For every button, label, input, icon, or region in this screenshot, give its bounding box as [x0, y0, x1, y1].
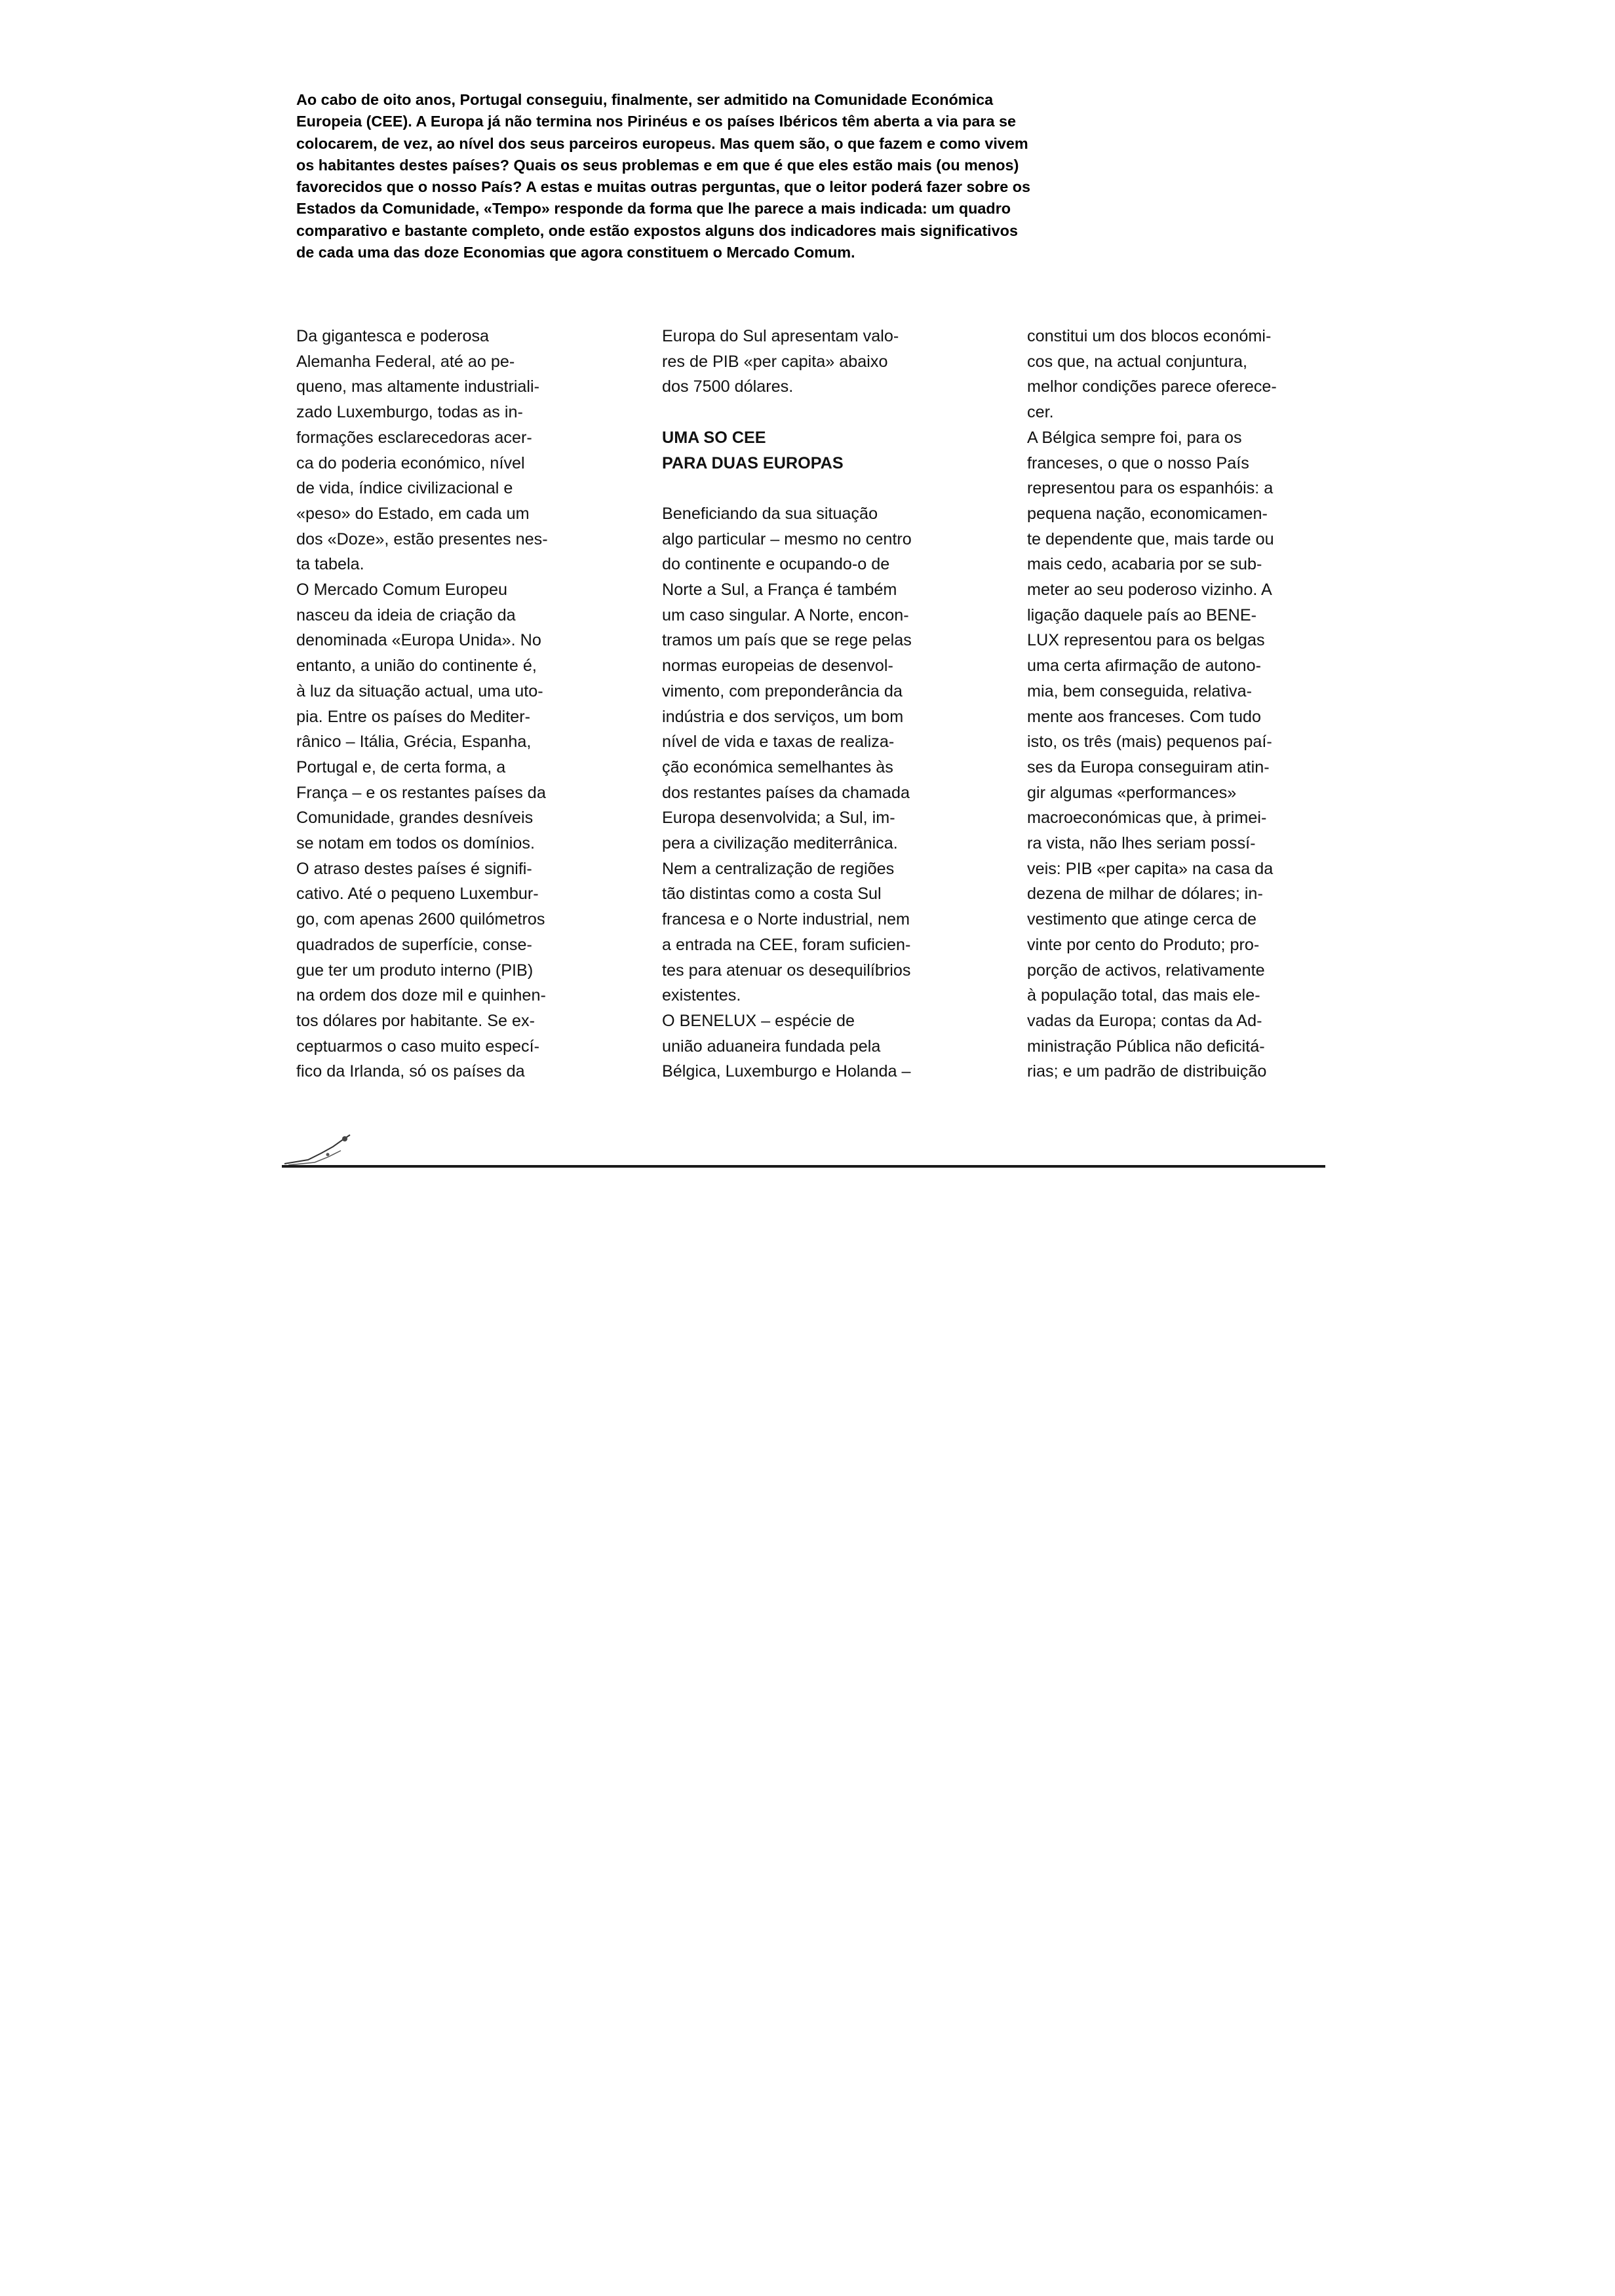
bottom-rule — [282, 1165, 1325, 1168]
text-line: vadas da Europa; contas da Ad- — [1027, 1011, 1262, 1030]
text-line: vestimento que atinge cerca de — [1027, 910, 1257, 929]
text-line: pia. Entre os países do Mediter- — [296, 707, 531, 726]
text-line: do continente e ocupando-o de — [662, 555, 890, 574]
text-line: existentes. — [662, 986, 741, 1005]
lead-line: Estados da Comunidade, «Tempo» responde da forma que lhe parece a mais indicada: um quadro — [296, 200, 1011, 218]
text-line: gir algumas «performances» — [1027, 783, 1237, 802]
text-line: Portugal e, de certa forma, a — [296, 757, 506, 776]
text-line: Bélgica, Luxemburgo e Holanda – — [662, 1062, 911, 1081]
text-line: Europa desenvolvida; a Sul, im- — [662, 809, 895, 828]
text-line: dos 7500 dólares. — [662, 377, 794, 396]
text-line: ta tabela. — [296, 555, 364, 574]
text-line: gue ter um produto interno (PIB) — [296, 961, 534, 980]
text-line: tramos um país que se rege pelas — [662, 631, 912, 650]
text-line: França – e os restantes países da — [296, 783, 546, 802]
text-line: uma certa afirmação de autono- — [1027, 657, 1262, 676]
article-lead — [296, 89, 1325, 263]
text-line: ses da Europa conseguiram atin- — [1027, 757, 1270, 776]
lead-line: Europeia (CEE). A Europa já não termina nos Pirinéus e os países Ibéricos têm aberta a via para se — [296, 113, 1017, 130]
text-line: LUX representou para os belgas — [1027, 631, 1265, 650]
text-line: pera a civilização mediterrânica. — [662, 834, 898, 853]
text-line: a entrada na CEE, foram suficien- — [662, 935, 911, 954]
text-line: isto, os três (mais) pequenos paí- — [1027, 733, 1272, 752]
text-line: cativo. Até o pequeno Luxembur- — [296, 885, 539, 904]
text-line: à população total, das mais ele- — [1027, 986, 1260, 1005]
lead-line: Ao cabo de oito anos, Portugal conseguiu, finalmente, ser admitido na Comunidade Económica — [296, 91, 994, 108]
text-line: entanto, a união do continente é, — [296, 657, 537, 676]
text-line: formações esclarecedoras acer- — [296, 428, 532, 447]
text-line: porção de activos, relativamente — [1027, 961, 1265, 980]
article-column-3 — [1027, 324, 1355, 1084]
text-line: meter ao seu poderoso vizinho. A — [1027, 581, 1272, 600]
text-line: constitui um dos blocos económi- — [1027, 327, 1272, 345]
text-line: melhor condições parece oferece- — [1027, 377, 1277, 396]
text-line: ra vista, não lhes seriam possí- — [1027, 834, 1256, 853]
text-line: Europa do Sul apresentam valo- — [662, 327, 899, 345]
text-line: ceptuarmos o caso muito especí- — [296, 1037, 539, 1056]
text-line: pequena nação, economicamen- — [1027, 504, 1268, 523]
text-line: algo particular – mesmo no centro — [662, 529, 912, 548]
text-line: um caso singular. A Norte, encon- — [662, 605, 909, 624]
section-subhead: PARA DUAS EUROPAS — [662, 453, 844, 472]
text-line: res de PIB «per capita» abaixo — [662, 352, 888, 371]
text-line: go, com apenas 2600 quilómetros — [296, 910, 545, 929]
text-line: ligação daquele país ao BENE- — [1027, 605, 1257, 624]
text-line: dos restantes países da chamada — [662, 783, 910, 802]
text-line: na ordem dos doze mil e quinhen- — [296, 986, 546, 1005]
lead-line: comparativo e bastante completo, onde estão expostos alguns dos indicadores mais significativos — [296, 221, 1018, 239]
text-line: união aduaneira fundada pela — [662, 1037, 881, 1056]
text-line: tão distintas como a costa Sul — [662, 885, 882, 904]
text-line: «peso» do Estado, em cada um — [296, 504, 530, 523]
text-line: Comunidade, grandes desníveis — [296, 809, 534, 828]
text-line: de vida, índice civilizacional e — [296, 479, 513, 498]
text-line: ca do poderia económico, nível — [296, 453, 525, 472]
text-line: vinte por cento do Produto; pro- — [1027, 935, 1260, 954]
text-line: à luz da situação actual, uma uto- — [296, 681, 543, 700]
text-line: vimento, com preponderância da — [662, 681, 903, 700]
text-line: franceses, o que o nosso País — [1027, 453, 1249, 472]
text-line: dezena de milhar de dólares; in- — [1027, 885, 1263, 904]
text-line: indústria e dos serviços, um bom — [662, 707, 904, 726]
text-line: denominada «Europa Unida». No — [296, 631, 541, 650]
lead-line: os habitantes destes países? Quais os seus problemas e em que é que eles estão mais (ou menos) — [296, 156, 1019, 174]
text-line: se notam em todos os domínios. — [296, 834, 535, 853]
text-line: mia, bem conseguida, relativa- — [1027, 681, 1252, 700]
text-line: Norte a Sul, a França é também — [662, 581, 897, 599]
text-line: Da gigantesca e poderosa — [296, 327, 490, 345]
section-subhead: UMA SO CEE — [662, 428, 766, 447]
text-line: ção económica semelhantes às — [662, 757, 893, 776]
lead-line: de cada uma das doze Economias que agora constituem o Mercado Comum. — [296, 244, 855, 261]
text-line: macroeconómicas que, à primei- — [1027, 809, 1267, 828]
text-line: veis: PIB «per capita» na casa da — [1027, 859, 1274, 878]
article-column-2 — [662, 324, 1003, 1084]
text-line: nasceu da ideia de criação da — [296, 605, 516, 624]
text-line: rias; e um padrão de distribuição — [1027, 1062, 1267, 1081]
scan-smudge — [282, 1107, 374, 1168]
text-line: queno, mas altamente industriali- — [296, 377, 540, 396]
article-column-1 — [296, 324, 632, 1084]
text-line: mente aos franceses. Com tudo — [1027, 707, 1262, 726]
text-line: cer. — [1027, 403, 1054, 422]
text-line: Nem a centralização de regiões — [662, 859, 895, 878]
text-line: dos «Doze», estão presentes nes- — [296, 529, 548, 548]
lead-line: colocarem, de vez, ao nível dos seus parceiros europeus. Mas quem são, o que fazem e como vivem — [296, 134, 1028, 152]
text-line: fico da Irlanda, só os países da — [296, 1062, 525, 1081]
text-line: Beneficiando da sua situação — [662, 504, 878, 523]
text-line: tes para atenuar os desequilíbrios — [662, 961, 911, 980]
text-line: Alemanha Federal, até ao pe- — [296, 352, 515, 371]
lead-line: favorecidos que o nosso País? A estas e muitas outras perguntas, que o leitor poderá fazer sobre os — [296, 178, 1031, 196]
text-line: representou para os espanhóis: a — [1027, 479, 1274, 498]
text-line: normas europeias de desenvol- — [662, 657, 893, 676]
text-line: O BENELUX – espécie de — [662, 1011, 855, 1030]
text-line: O Mercado Comum Europeu — [296, 581, 507, 600]
text-line: te dependente que, mais tarde ou — [1027, 529, 1274, 548]
text-line: quadrados de superfície, conse- — [296, 935, 532, 954]
text-line: tos dólares por habitante. Se ex- — [296, 1011, 535, 1030]
paragraph-gap — [662, 400, 1003, 425]
text-line: A Bélgica sempre foi, para os — [1027, 428, 1242, 447]
text-line: zado Luxemburgo, todas as in- — [296, 403, 523, 422]
text-line: O atraso destes países é signifi- — [296, 859, 532, 878]
text-line: mais cedo, acabaria por se sub- — [1027, 555, 1262, 574]
text-line: cos que, na actual conjuntura, — [1027, 352, 1248, 371]
text-line: rânico – Itália, Grécia, Espanha, — [296, 733, 532, 752]
text-line: francesa e o Norte industrial, nem — [662, 910, 910, 929]
text-line: ministração Pública não deficitá- — [1027, 1037, 1265, 1056]
paragraph-gap — [662, 476, 1003, 501]
text-line: nível de vida e taxas de realiza- — [662, 733, 895, 752]
